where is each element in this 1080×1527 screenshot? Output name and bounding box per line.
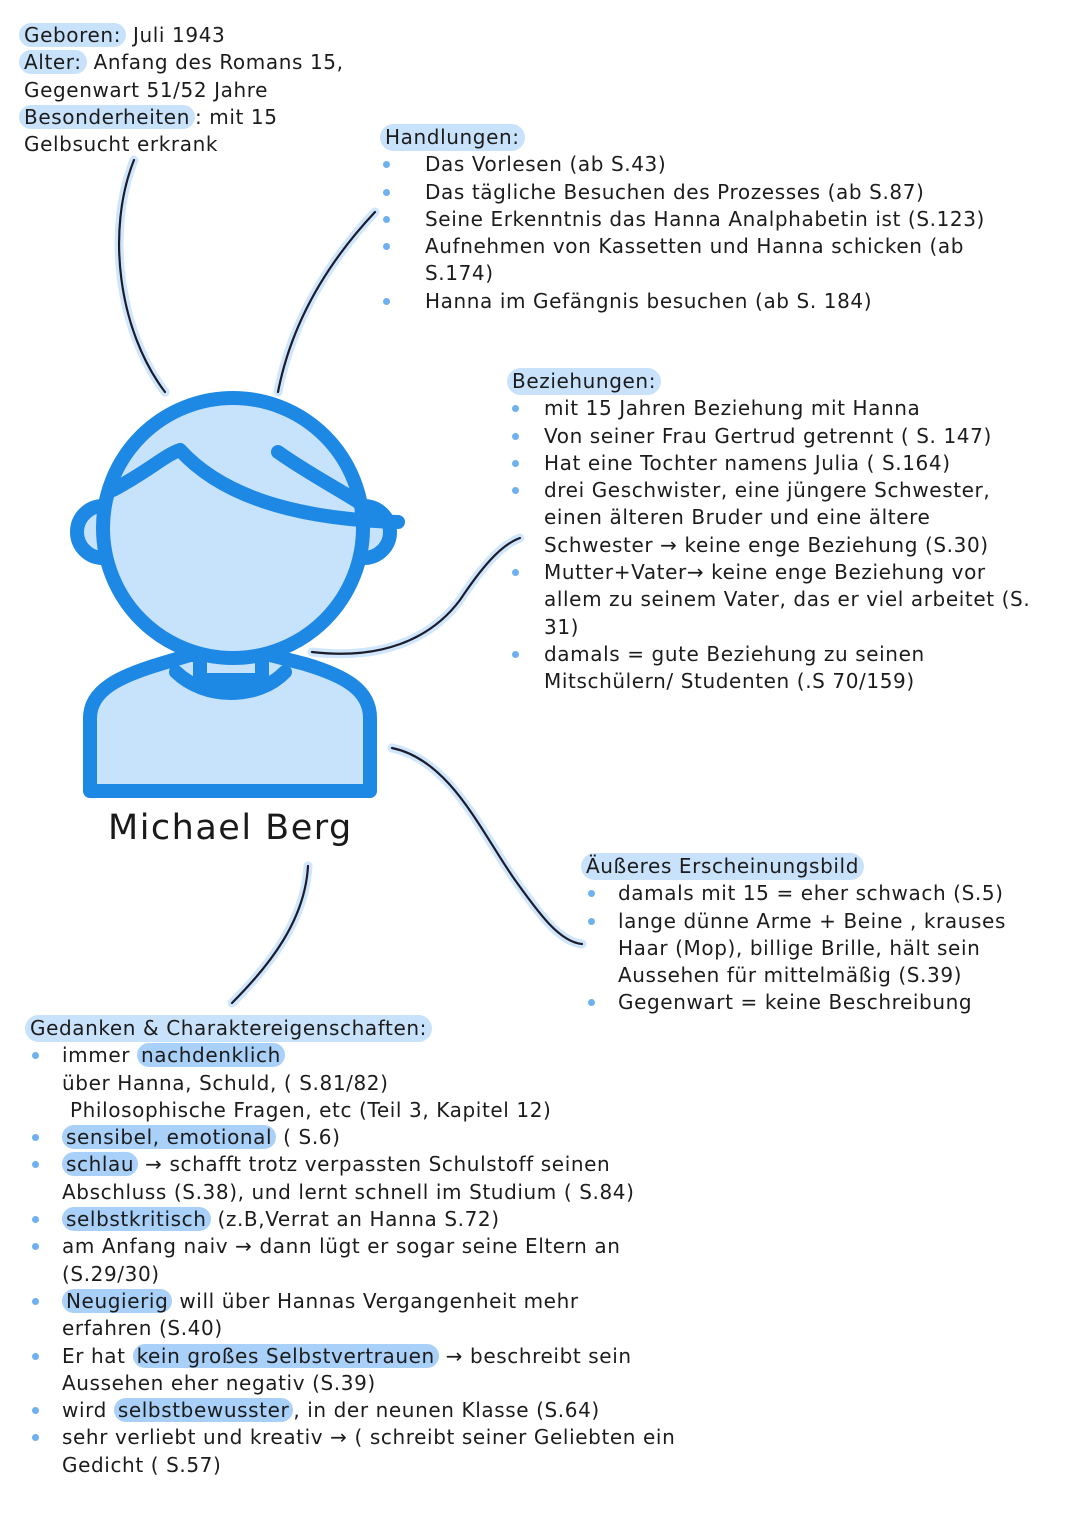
personal-info-block [24,22,344,158]
special-label: Besonderheiten [19,105,195,129]
born-line [24,22,344,49]
character-name: Michael Berg [108,808,353,848]
handlungen-title [385,124,1045,151]
gedanken-heading: Gedanken & Charaktereigenschaften: [25,1015,432,1042]
connector-aeusseres [392,748,582,944]
person-avatar-icon [77,398,398,791]
trait-highlight: selbstkritisch [62,1207,211,1231]
list-item: am Anfang naiv → dann lügt er sogar seine Eltern an (S.29/30) [30,1233,662,1288]
connector-glow-personal [119,160,165,392]
list-item: selbstkritisch (z.B,Verrat an Hanna S.72) [30,1206,690,1233]
trait-highlight: sensibel, emotional [62,1125,276,1149]
trait-highlight: Neugierig [62,1289,172,1313]
list-item: Er hat kein großes Selbstvertrauen → beschreibt sein Aussehen eher negativ (S.39) [30,1343,682,1398]
connector-glow-handlungen [278,212,375,392]
beziehungen-block [512,368,1032,696]
aeusseres-title [586,853,1036,880]
special-value-1: : mit 15 [195,104,278,129]
list-item: Das Vorlesen (ab S.43) [385,151,1045,178]
born-value: Juli 1943 [126,23,226,47]
list-item: Von seiner Frau Gertrud getrennt ( S. 147) [512,423,1032,450]
list-item: Das tägliche Besuchen des Prozesses (ab S.87) [385,179,1045,206]
list-item: damals = gute Beziehung zu seinen Mitschülern/ Studenten (.S 70/159) [512,641,964,696]
special-line [24,104,344,131]
age-label: Alter: [19,50,87,74]
list-item: Hanna im Gefängnis besuchen (ab S. 184) [385,288,1045,315]
trait-highlight: nachdenklich [137,1043,285,1067]
gedanken-list [30,1042,690,1479]
aeusseres-block [586,853,1036,1017]
connector-gedanken [232,866,308,1003]
list-item: Gegenwart = keine Beschreibung [586,989,1036,1016]
list-item: immer nachdenklich über Hanna, Schuld, ( S.81/82) Philosophische Fragen, etc (Teil 3, Kapitel 12) [30,1042,690,1124]
trait-highlight: schlau [62,1152,138,1176]
handlungen-heading: Handlungen: [380,124,525,151]
list-item: Aufnehmen von Kassetten und Hanna schicken (ab S.174) [385,233,965,288]
list-item: Hat eine Tochter namens Julia ( S.164) [512,450,1032,477]
gedanken-block [30,1015,690,1479]
gedanken-title [30,1015,690,1042]
avatar-head [103,398,363,658]
connector-glow-gedanken [232,866,308,1003]
connector-handlungen [278,212,375,392]
aeusseres-list [586,880,1036,1016]
trait-highlight: selbstbewusster [114,1398,293,1422]
age-value-2: Gegenwart 51/52 Jahre [24,77,269,102]
beziehungen-heading: Beziehungen: [507,368,661,395]
handlungen-block [385,124,1045,315]
beziehungen-list [512,395,1032,695]
special-value-2: Gelbsucht erkrank [24,132,219,157]
list-item: Seine Erkenntnis das Hanna Analphabetin ist (S.123) [385,206,1045,233]
aeusseres-heading: Äußeres Erscheinungsbild [581,853,864,880]
list-item: Mutter+Vater→ keine enge Beziehung vor allem zu seinem Vater, das er viel arbeitet (S. 31) [512,559,1032,641]
list-item: mit 15 Jahren Beziehung mit Hanna [512,395,1032,422]
list-item: sensibel, emotional ( S.6) [30,1124,690,1151]
list-item: schlau → schafft trotz verpassten Schulstoff seinen Abschluss (S.38), und lernt schnell im Studium ( S.84) [30,1151,682,1206]
age-line [24,49,344,76]
list-item: drei Geschwister, eine jüngere Schwester, einen älteren Bruder und eine ältere Schwester → keine enge Beziehung (S.30) [512,477,994,559]
trait-highlight: kein großes Selbstvertrauen [133,1344,439,1368]
age-value-1: Anfang des Romans 15, [86,50,344,75]
handlungen-list [385,151,1045,315]
beziehungen-title [512,368,1032,395]
list-item: damals mit 15 = eher schwach (S.5) [586,880,1036,907]
list-item: Neugierig will über Hannas Vergangenheit mehr erfahren (S.40) [30,1288,622,1343]
list-item: lange dünne Arme + Beine , krauses Haar (Mop), billige Brille, hält sein Aussehen für mittelmäßig (S.39) [586,908,1036,990]
list-item: wird selbstbewusster , in der neunen Klasse (S.64) [30,1397,690,1424]
connector-glow-aeusseres [392,748,582,944]
born-label: Geboren: [19,23,126,47]
list-item: sehr verliebt und kreativ → ( schreibt seiner Geliebten ein Gedicht ( S.57) [30,1424,702,1479]
